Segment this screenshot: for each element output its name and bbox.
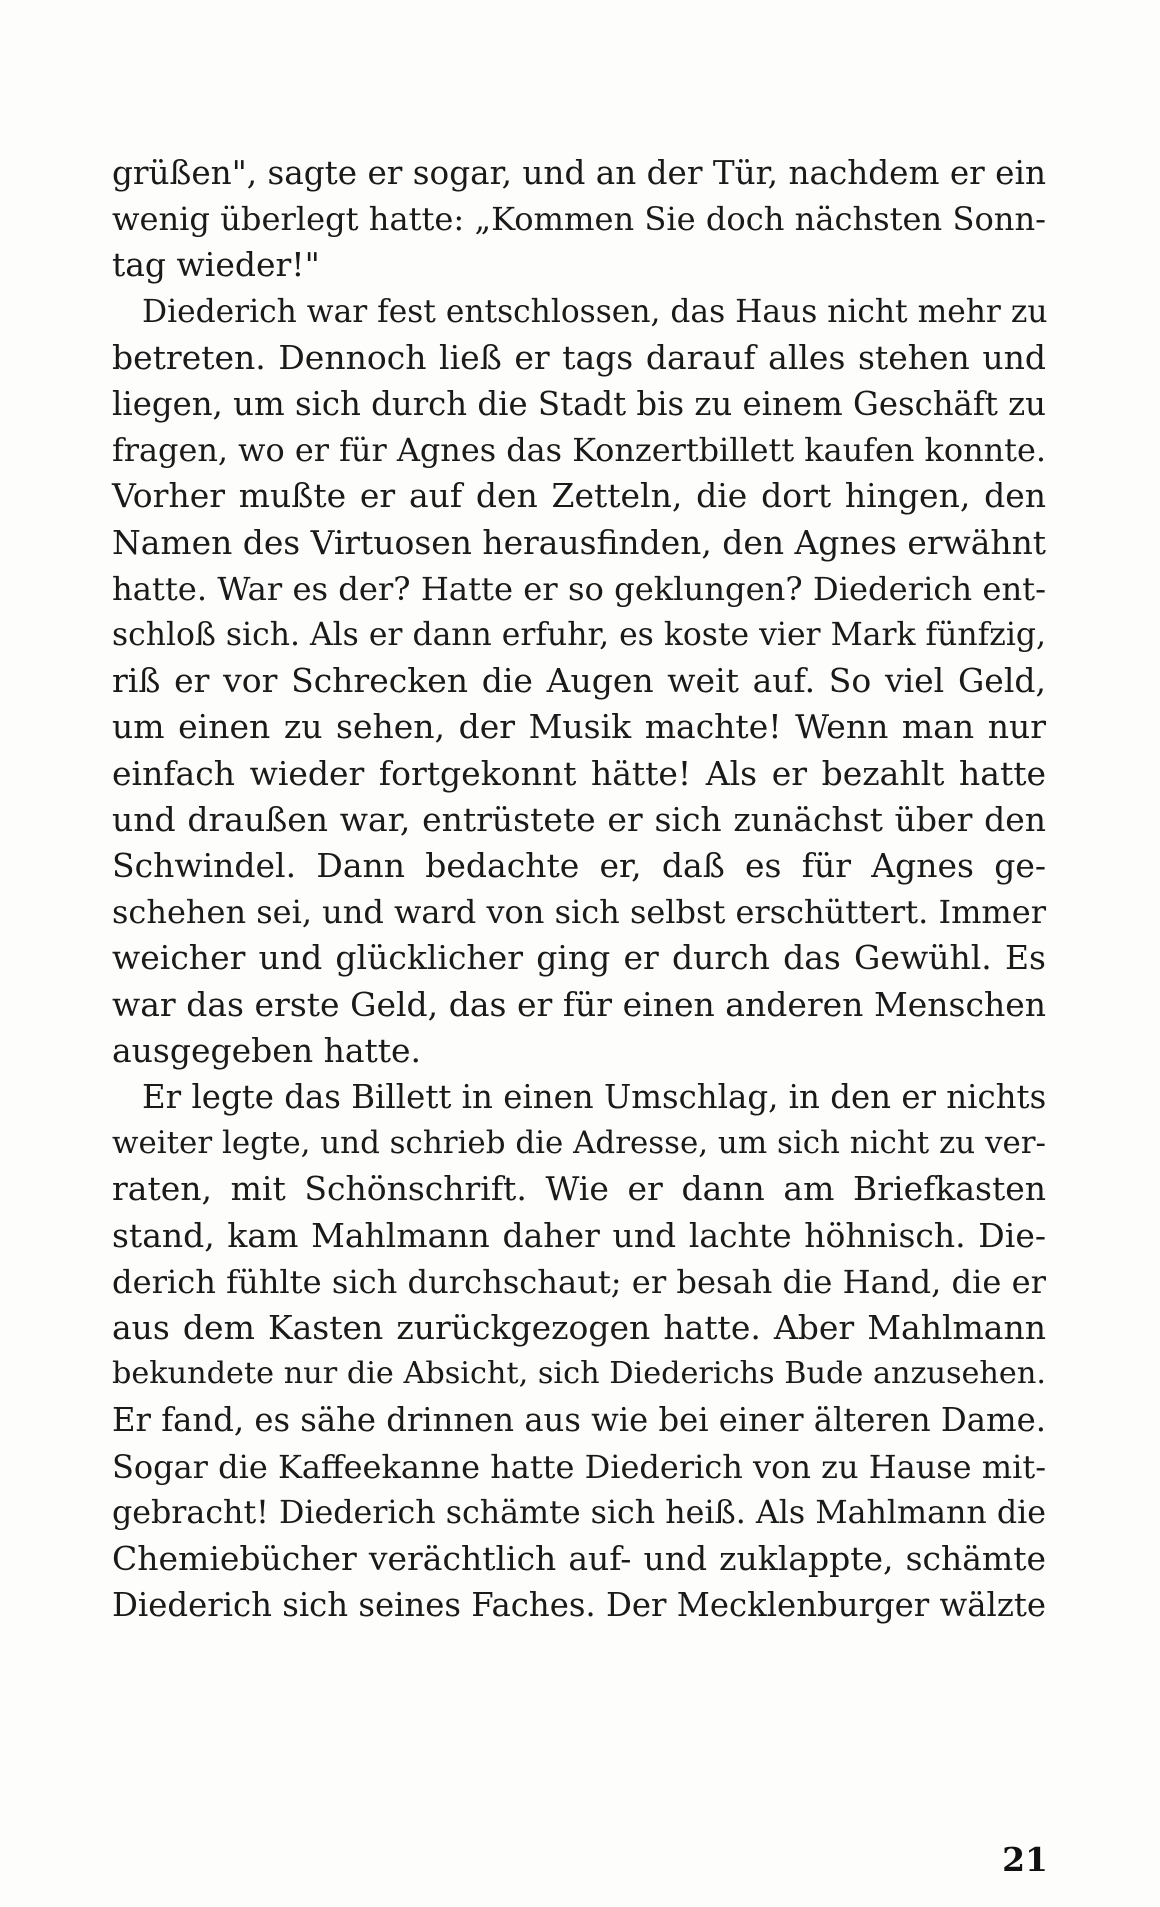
text-line: raten, mit Schönschrift. Wie er dann am Briefkasten — [112, 1169, 1046, 1209]
text-line: wenig überlegt hatte: „Kommen Sie doch nächsten Sonn- — [112, 200, 1046, 239]
text-line: Sogar die Kaffeekanne hatte Diederich von zu Hause mit- — [112, 1447, 1046, 1486]
text-line: schloß sich. Als er dann erfuhr, es koste vier Mark fünfzig, — [112, 617, 1046, 654]
text-line: einfach wieder fortgekonnt hätte! Als er bezahlt hatte — [112, 753, 1046, 793]
text-line: Diederich war fest entschlossen, das Haus nicht mehr zu — [142, 293, 1048, 330]
text-line: liegen, um sich durch die Stadt bis zu einem Geschäft zu — [112, 385, 1046, 424]
text-line: Namen des Virtuosen herausfinden, den Agnes erwähnt — [112, 522, 1046, 562]
text-line: tag wieder!" — [112, 245, 320, 285]
text-line: aus dem Kasten zurückgezogen hatte. Aber Mahlmann — [112, 1308, 1046, 1348]
text-line: Diederich sich seines Faches. Der Mecklenburger wälzte — [112, 1586, 1046, 1625]
text-line: hatte. War es der? Hatte er so geklungen? Diederich ent- — [112, 569, 1046, 608]
text-line: bekundete nur die Absicht, sich Diederichs Bude anzusehen. — [112, 1356, 1046, 1392]
text-line: war das erste Geld, das er für einen anderen Menschen — [112, 984, 1046, 1024]
body-text — [112, 150, 1046, 1629]
text-line: und draußen war, entrüstete er sich zunächst über den — [112, 799, 1046, 839]
text-line: Vorher mußte er auf den Zetteln, die dort hingen, den — [112, 476, 1046, 516]
text-line: fragen, wo er für Agnes das Konzertbillett kaufen konnte. — [112, 431, 1046, 470]
text-line: grüßen", sagte er sogar, und an der Tür, nachdem er ein — [112, 154, 1046, 192]
page-number: 21 — [1002, 1840, 1048, 1879]
text-line: schehen sei, und ward von sich selbst erschüttert. Immer — [112, 893, 1046, 932]
text-line: derich fühlte sich durchschaut; er besah die Hand, die er — [112, 1262, 1046, 1301]
text-line: Chemiebücher verächtlich auf- und zuklappte, schämte — [112, 1539, 1046, 1579]
paragraph-1 — [112, 150, 1046, 289]
paragraph-3 — [112, 1074, 1046, 1628]
text-line: um einen zu sehen, der Musik machte! Wenn man nur — [112, 707, 1046, 747]
text-line: weicher und glücklicher ging er durch das Gewühl. Es — [112, 938, 1046, 978]
text-line: riß er vor Schrecken die Augen weit auf. So viel Geld, — [112, 661, 1046, 701]
text-line: ausgegeben hatte. — [112, 1030, 422, 1070]
text-line: gebracht! Diederich schämte sich heiß. Als Mahlmann die — [112, 1494, 1046, 1531]
paragraph-2 — [112, 289, 1046, 1074]
text-line: Er legte das Billett in einen Umschlag, in den er nichts — [142, 1078, 1047, 1117]
text-line: Er fand, es sähe drinnen aus wie bei einer älteren Dame. — [112, 1401, 1046, 1440]
text-line: betreten. Dennoch ließ er tags darauf alles stehen und — [112, 337, 1046, 377]
text-line: Schwindel. Dann bedachte er, daß es für Agnes ge- — [112, 846, 1046, 886]
text-line: weiter legte, und schrieb die Adresse, um sich nicht zu ver- — [112, 1125, 1046, 1162]
text-line: stand, kam Mahlmann daher und lachte höhnisch. Die- — [112, 1215, 1046, 1255]
